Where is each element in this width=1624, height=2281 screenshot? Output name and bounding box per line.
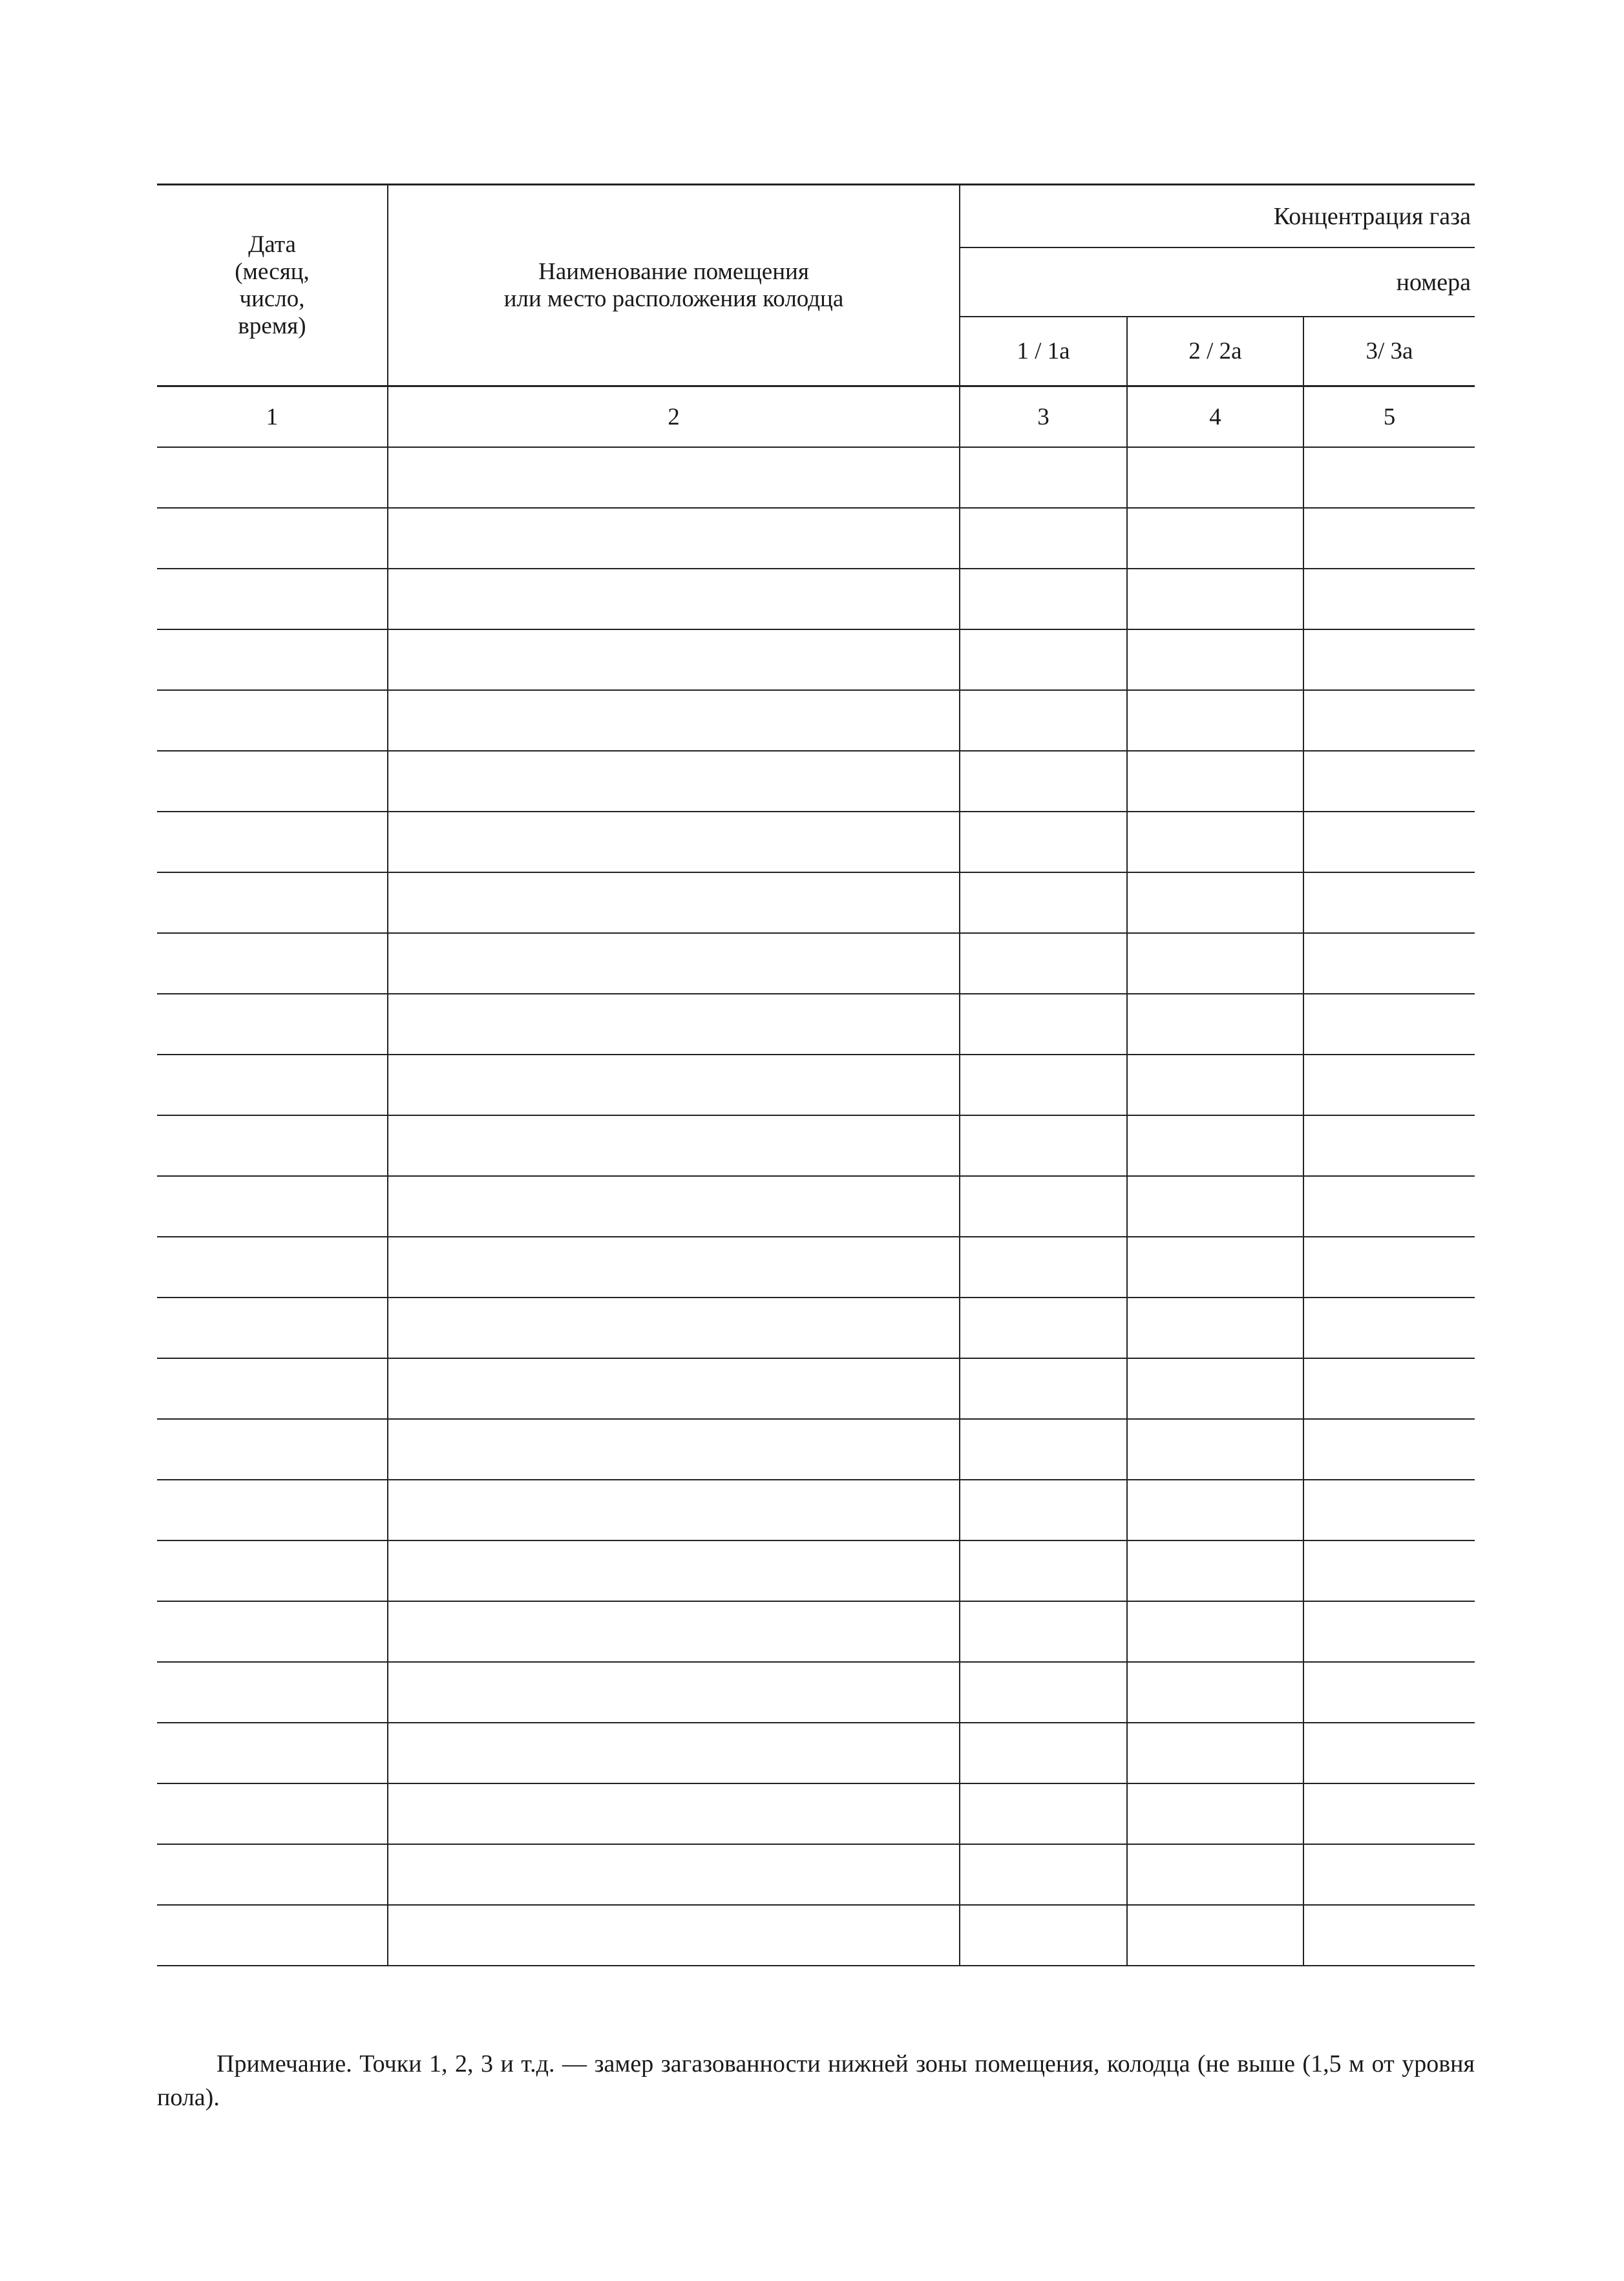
table-cell	[1303, 872, 1475, 933]
table-cell	[960, 508, 1127, 569]
table-cell	[1127, 629, 1303, 690]
table-cell	[960, 1601, 1127, 1662]
header-date-line: (месяц,	[235, 258, 310, 285]
table-cell	[960, 1358, 1127, 1419]
table-cell	[388, 872, 960, 933]
table-cell	[388, 1844, 960, 1905]
table-cell	[157, 994, 388, 1055]
header-location-line: или место расположения колодца	[503, 285, 844, 312]
table-row	[157, 1115, 1475, 1176]
table-cell	[1303, 1115, 1475, 1176]
table-cell	[388, 508, 960, 569]
table-cell	[960, 994, 1127, 1055]
table-cell	[388, 1298, 960, 1358]
table-cell	[388, 1662, 960, 1723]
table-cell	[1303, 1298, 1475, 1358]
table-cell	[388, 1480, 960, 1540]
table-cell	[960, 751, 1127, 812]
table-cell	[960, 872, 1127, 933]
table-cell	[960, 1055, 1127, 1115]
table-cell	[1127, 872, 1303, 933]
table-cell	[388, 1601, 960, 1662]
table-cell	[960, 1115, 1127, 1176]
table-cell	[157, 1055, 388, 1115]
table-row	[157, 690, 1475, 751]
table-cell	[388, 1237, 960, 1298]
table-cell	[1303, 812, 1475, 872]
table-cell	[157, 1358, 388, 1419]
table-cell	[388, 1905, 960, 1966]
header-gas-concentration: Концентрация газа	[960, 185, 1475, 248]
header-date-line: Дата	[248, 231, 296, 258]
table-cell	[960, 933, 1127, 994]
table-cell	[157, 872, 388, 933]
column-number: 3	[960, 386, 1127, 448]
table-cell	[960, 1540, 1127, 1601]
table-cell	[1303, 1358, 1475, 1419]
table-cell	[388, 1783, 960, 1844]
table-cell	[960, 1298, 1127, 1358]
table-row	[157, 1662, 1475, 1723]
table-row	[157, 1419, 1475, 1480]
table-cell	[157, 1662, 388, 1723]
table-cell	[1127, 1419, 1303, 1480]
header-point-2: 2 / 2а	[1127, 317, 1303, 386]
table-cell	[388, 994, 960, 1055]
table-cell	[388, 1055, 960, 1115]
table-cell	[960, 1662, 1127, 1723]
table-cell	[388, 1723, 960, 1783]
table-row	[157, 629, 1475, 690]
table-cell	[1127, 1055, 1303, 1115]
table-row	[157, 751, 1475, 812]
table-cell	[960, 1237, 1127, 1298]
table-row	[157, 1298, 1475, 1358]
table-cell	[157, 1601, 388, 1662]
header-date-line: время)	[238, 312, 306, 339]
table-cell	[960, 812, 1127, 872]
table-row	[157, 1905, 1475, 1966]
table-cell	[1303, 751, 1475, 812]
column-number: 4	[1127, 386, 1303, 448]
table-row	[157, 812, 1475, 872]
table-cell	[1127, 1237, 1303, 1298]
table-cell	[1303, 1176, 1475, 1237]
table-cell	[388, 1540, 960, 1601]
table-cell	[1303, 1601, 1475, 1662]
table-cell	[1127, 751, 1303, 812]
table-cell	[388, 1115, 960, 1176]
table-cell	[960, 1905, 1127, 1966]
table-cell	[157, 1419, 388, 1480]
table-cell	[157, 1480, 388, 1540]
table-cell	[1127, 569, 1303, 629]
table-cell	[1303, 1844, 1475, 1905]
table-row	[157, 1723, 1475, 1783]
table-cell	[1303, 1480, 1475, 1540]
table-cell	[1127, 812, 1303, 872]
table-cell	[960, 1844, 1127, 1905]
table-cell	[1127, 1298, 1303, 1358]
table-cell	[1303, 1662, 1475, 1723]
table-cell	[1303, 1237, 1475, 1298]
header-location-line: Наименование помещения	[538, 258, 809, 285]
table-cell	[1303, 1723, 1475, 1783]
table-cell	[1303, 1055, 1475, 1115]
table-cell	[388, 447, 960, 508]
table-cell	[1303, 994, 1475, 1055]
table-cell	[1303, 508, 1475, 569]
table-cell	[157, 1844, 388, 1905]
table-cell	[1303, 447, 1475, 508]
table-cell	[157, 1176, 388, 1237]
table-cell	[960, 1480, 1127, 1540]
table-cell	[388, 812, 960, 872]
table-row	[157, 1540, 1475, 1601]
table-cell	[157, 569, 388, 629]
table-row	[157, 933, 1475, 994]
table-row	[157, 1237, 1475, 1298]
table-cell	[960, 1783, 1127, 1844]
table-cell	[1303, 1419, 1475, 1480]
column-number: 5	[1303, 386, 1475, 448]
table-cell	[960, 1176, 1127, 1237]
table-cell	[1127, 1176, 1303, 1237]
table-cell	[1303, 569, 1475, 629]
table-cell	[960, 1419, 1127, 1480]
table-row	[157, 569, 1475, 629]
table-cell	[1127, 1480, 1303, 1540]
table-cell	[1127, 1905, 1303, 1966]
table-row	[157, 872, 1475, 933]
table-cell	[157, 1783, 388, 1844]
table-cell	[157, 629, 388, 690]
table-cell	[157, 1237, 388, 1298]
table-cell	[1127, 1844, 1303, 1905]
table-row	[157, 994, 1475, 1055]
table-row	[157, 1601, 1475, 1662]
table-row	[157, 1783, 1475, 1844]
table-cell	[1127, 994, 1303, 1055]
table-cell	[1127, 1115, 1303, 1176]
table-cell	[157, 1540, 388, 1601]
table-row	[157, 1480, 1475, 1540]
table-cell	[157, 690, 388, 751]
column-number-row	[157, 386, 1475, 448]
table-cell	[157, 812, 388, 872]
table-cell	[1127, 1540, 1303, 1601]
table-cell	[388, 690, 960, 751]
table-row	[157, 1055, 1475, 1115]
table-cell	[388, 1176, 960, 1237]
table-cell	[960, 1723, 1127, 1783]
table-row	[157, 1358, 1475, 1419]
table-cell	[1127, 1783, 1303, 1844]
table-cell	[157, 751, 388, 812]
table-cell	[157, 447, 388, 508]
table-cell	[388, 629, 960, 690]
table-cell	[960, 447, 1127, 508]
table-cell	[388, 1358, 960, 1419]
table-cell	[1303, 1540, 1475, 1601]
table-cell	[1303, 1905, 1475, 1966]
column-number: 1	[157, 386, 388, 448]
table-cell	[157, 1905, 388, 1966]
table-cell	[1303, 690, 1475, 751]
table-cell	[157, 933, 388, 994]
table-cell	[1127, 447, 1303, 508]
table-cell	[1127, 933, 1303, 994]
table-cell	[1127, 690, 1303, 751]
gas-concentration-journal-table	[157, 184, 1475, 1966]
table-cell	[1303, 933, 1475, 994]
footnote: Примечание. Точки 1, 2, 3 и т.д. — замер загазованности нижней зоны помещения, колодца (не выше (1,5 м от уровня пола).	[157, 2050, 1475, 2111]
table-row	[157, 447, 1475, 508]
table-cell	[960, 569, 1127, 629]
table-cell	[388, 569, 960, 629]
table-cell	[1127, 1662, 1303, 1723]
table-row	[157, 508, 1475, 569]
column-number: 2	[388, 386, 960, 448]
table-cell	[388, 751, 960, 812]
table-cell	[388, 1419, 960, 1480]
table-cell	[157, 1723, 388, 1783]
table-cell	[157, 1298, 388, 1358]
table-row	[157, 1176, 1475, 1237]
header-date	[157, 185, 388, 386]
header-point-3: 3/ 3а	[1303, 317, 1475, 386]
table-cell	[157, 508, 388, 569]
table-cell	[960, 690, 1127, 751]
table-cell	[960, 629, 1127, 690]
header-numbers: номера	[960, 247, 1475, 317]
table-cell	[1127, 1723, 1303, 1783]
table-cell	[1303, 1783, 1475, 1844]
header-point-1: 1 / 1а	[960, 317, 1127, 386]
table-cell	[388, 933, 960, 994]
table-cell	[1303, 629, 1475, 690]
table-row	[157, 1844, 1475, 1905]
table-cell	[1127, 508, 1303, 569]
table-cell	[1127, 1601, 1303, 1662]
header-date-line: число,	[239, 285, 305, 312]
table-cell	[1127, 1358, 1303, 1419]
header-location	[388, 185, 960, 386]
table-cell	[157, 1115, 388, 1176]
